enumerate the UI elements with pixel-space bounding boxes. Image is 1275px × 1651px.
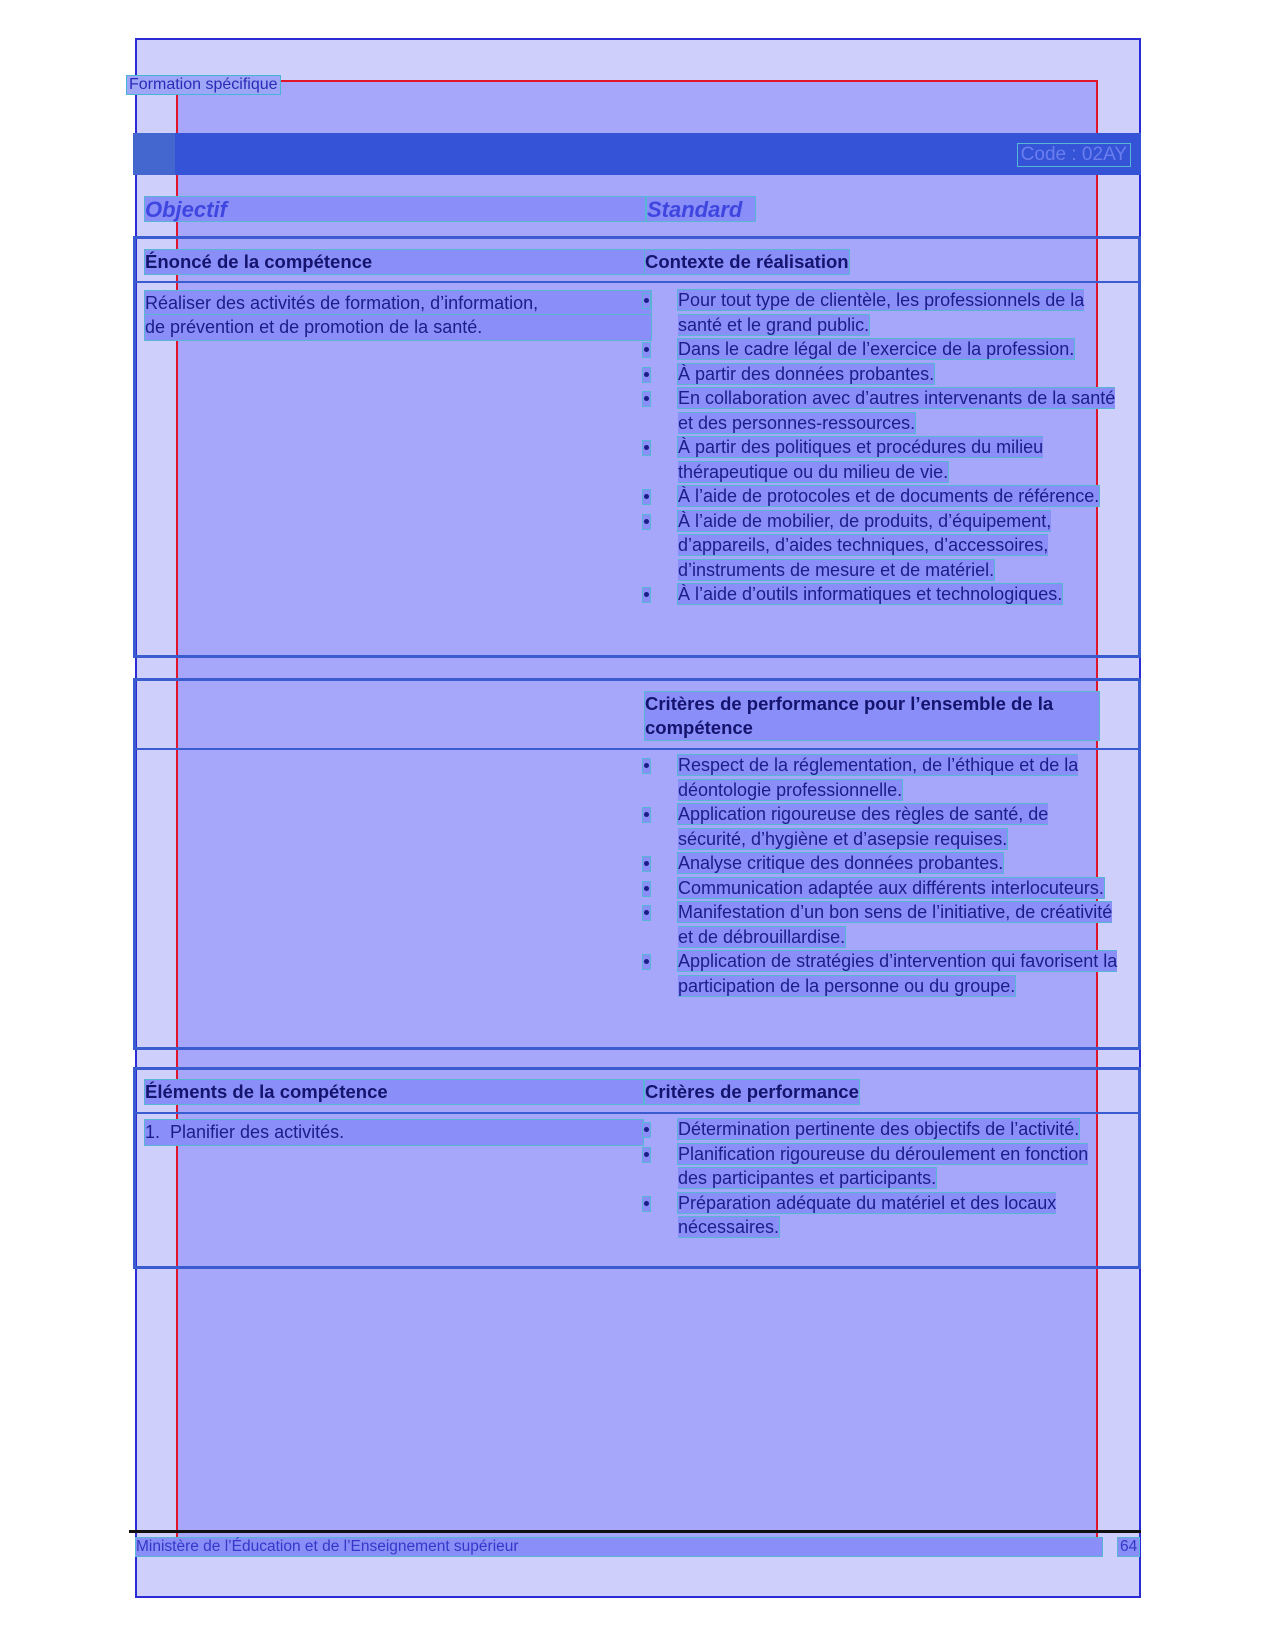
criteria-item: Analyse critique des données probantes.	[642, 851, 1120, 876]
criteria-item: Préparation adéquate du matériel et des locaux nécessaires.	[642, 1191, 1120, 1240]
elements-title: Éléments de la compétence	[144, 1079, 644, 1105]
criteria-item: Application rigoureuse des règles de santé, de sécurité, d’hygiène et d’asepsie requises.	[642, 802, 1120, 851]
bullet-icon	[642, 587, 651, 603]
bullet-icon	[642, 1196, 651, 1212]
context-item: À partir des données probantes.	[642, 362, 1126, 387]
statement-line-1: Réaliser des activités de formation, d’information,	[144, 290, 652, 317]
standard-heading: Standard	[646, 196, 756, 222]
criteria-item: Respect de la réglementation, de l’éthique et de la déontologie professionnelle.	[642, 753, 1120, 802]
criteria-item: Détermination pertinente des objectifs de l’activité.	[642, 1117, 1120, 1142]
bullet-icon	[642, 954, 651, 970]
bullet-icon	[642, 856, 651, 872]
code-bar	[133, 133, 1141, 175]
bullet-icon	[642, 293, 651, 309]
criteria-item: Communication adaptée aux différents interlocuteurs.	[642, 876, 1120, 901]
bullet-icon	[642, 1122, 651, 1138]
context-item: Dans le cadre légal de l’exercice de la profession.	[642, 337, 1126, 362]
criteria-item: Planification rigoureuse du déroulement en fonction des participantes et participants.	[642, 1142, 1120, 1191]
context-list	[642, 288, 1126, 607]
bullet-icon	[642, 440, 651, 456]
bullet-icon	[642, 758, 651, 774]
code-bar-marker	[133, 133, 175, 175]
footer-ministry: Ministère de l’Éducation et de l’Enseignement supérieur	[135, 1537, 1103, 1557]
criteria-item: Application de stratégies d’intervention qui favorisent la participation de la personne ou du groupe.	[642, 949, 1120, 998]
bullet-icon	[642, 391, 651, 407]
context-item: Pour tout type de clientèle, les professionnels de la santé et le grand public.	[642, 288, 1126, 337]
statement-title: Énoncé de la compétence	[144, 249, 646, 275]
objective-heading: Objectif	[144, 196, 646, 222]
context-item: À l’aide de protocoles et de documents de référence.	[642, 484, 1126, 509]
bullet-icon	[642, 367, 651, 383]
criteria-title: Critères de performance	[644, 1079, 860, 1105]
footer-rule	[129, 1530, 1141, 1533]
criteria-item: Manifestation d’un bon sens de l’initiative, de créativité et de débrouillardise.	[642, 900, 1120, 949]
context-item: À l’aide d’outils informatiques et technologiques.	[642, 582, 1126, 607]
overall-criteria-list	[642, 753, 1120, 998]
context-item: À partir des politiques et procédures du milieu thérapeutique ou du milieu de vie.	[642, 435, 1126, 484]
table-header-rule	[136, 748, 1138, 750]
bullet-icon	[642, 514, 651, 530]
bullet-icon	[642, 1147, 651, 1163]
course-code: Code : 02AY	[1017, 143, 1131, 167]
bullet-icon	[642, 881, 651, 897]
statement-line-2: de prévention et de promotion de la santé.	[144, 314, 652, 341]
context-item: À l’aide de mobilier, de produits, d’équipement, d’appareils, d’aides techniques, d’accessoires, d’instruments de mesure et de matériel.	[642, 509, 1126, 583]
bullet-icon	[642, 905, 651, 921]
criteria-list	[642, 1117, 1120, 1240]
bullet-icon	[642, 807, 651, 823]
overall-criteria-title: Critères de performance pour l’ensemble de la compétence	[644, 691, 1100, 741]
table-header-rule	[136, 1112, 1138, 1114]
bullet-icon	[642, 489, 651, 505]
context-title: Contexte de réalisation	[644, 249, 850, 275]
page-number: 64	[1117, 1537, 1140, 1557]
bullet-icon	[642, 342, 651, 358]
context-item: En collaboration avec d’autres intervenants de la santé et des personnes-ressources.	[642, 386, 1126, 435]
competence-element: 1. Planifier des activités.	[144, 1119, 644, 1146]
table-header-rule	[136, 281, 1138, 283]
running-head: Formation spécifique	[126, 75, 281, 95]
